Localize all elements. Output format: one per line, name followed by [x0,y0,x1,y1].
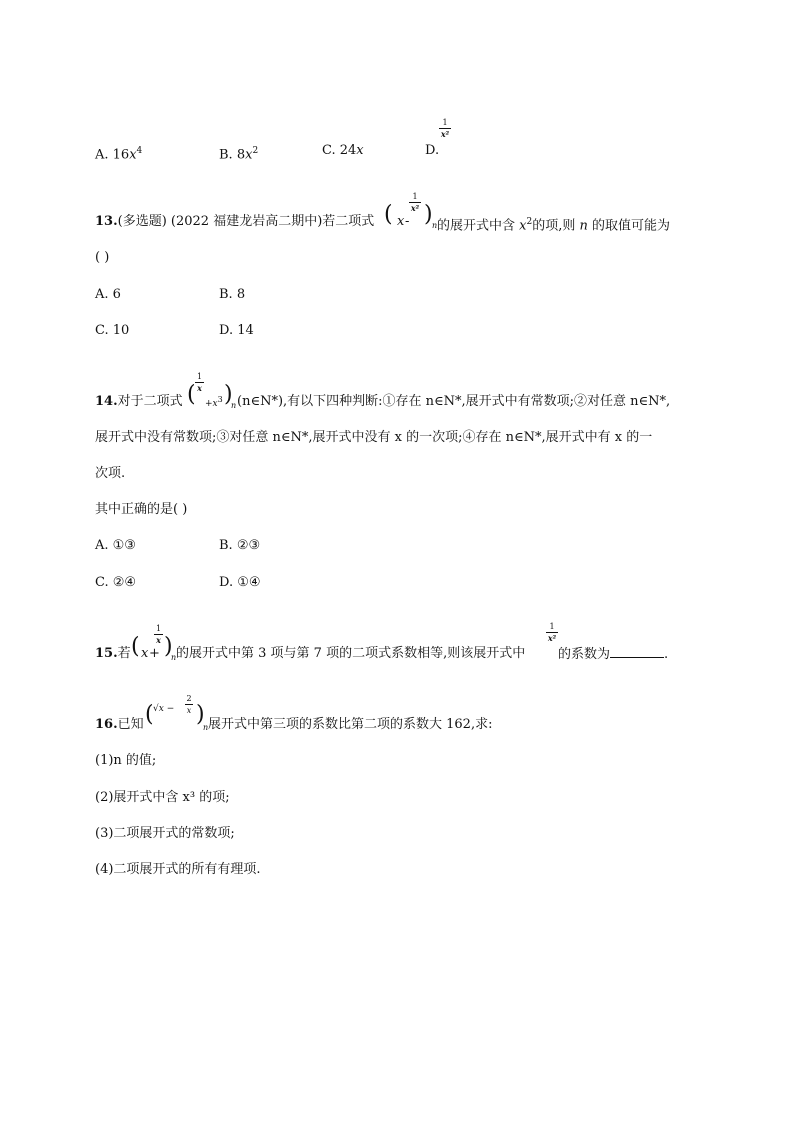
q15-plus: + [149,646,160,661]
q15-right-paren: ) [164,634,173,659]
q13-option-b: B. 8 [219,287,246,302]
q15-exp-n: n [171,653,177,662]
q15-answer-blank[interactable] [610,645,664,658]
q13-stem-tail [437,213,670,235]
q12-option-b-var: x [245,147,253,163]
q13-expr-minus: - [405,214,410,229]
q14-option-b: B. ②③ [219,538,261,553]
q15-frac-num: 1 [155,624,162,633]
q12-option-d-label: D. [425,143,440,158]
q16-stem [95,716,144,734]
q14-left-paren: ( [187,382,196,407]
q14-option-d: D. ①④ [219,575,261,590]
q12-option-b [219,142,258,164]
q12-option-d-frac-num: 1 [442,118,448,127]
q12-option-a-exp: 4 [136,146,143,156]
q16-sqrt: √x [153,704,164,714]
q12-option-d [425,142,439,160]
q13-option-c: C. 10 [95,323,130,338]
q12-option-a [95,142,142,164]
q12-option-b-label: B. 8 [219,147,246,163]
q16-prefix: 已知 [117,717,144,732]
q12-option-a-var: x [129,147,137,163]
q15-fraction [154,624,163,645]
q16-fraction [185,694,193,715]
q16-right-paren: ) [196,702,205,727]
q16-number: 16. [95,717,118,732]
q15-term-fraction [546,622,558,643]
q12-option-c [322,142,364,160]
q15-left-paren: ( [131,634,140,659]
q14-line1-tail [237,393,670,411]
q13-answer-paren: ( ) [95,250,110,265]
q15-expr-x: x [141,646,149,661]
q14-condition: (n∈N*) [237,394,284,409]
q13-option-d: D. 14 [219,323,254,338]
q13-n-var: n [579,218,588,234]
q16-part-2: (2)展开式中含 x³ 的项; [95,790,230,805]
q13-prefix: (多选题) (2022 福建龙岩高二期中)若二项式 [117,214,375,229]
q14-option-c: C. ②④ [95,575,137,590]
q12-option-d-frac-den: x² [440,129,450,139]
q14-stem [95,393,183,411]
q12-option-c-label: C. 24 [322,143,357,158]
q15-prefix: 若 [117,646,131,661]
q15-end: . [664,647,669,662]
q12-option-a-label: A. 16 [95,147,130,163]
q13-option-a: A. 6 [95,287,121,302]
q15-number: 15. [95,646,118,661]
q16-exp-n: n [203,723,209,732]
q14-exp-n: n [231,401,237,410]
q14-fraction [195,372,204,393]
q16-minus: − [166,704,175,714]
q12-option-d-fraction [439,118,451,139]
q16-part-4: (4)二项展开式的所有有理项. [95,862,261,877]
q16-left-paren: ( [145,702,154,727]
q13-frac-den: x² [410,203,420,213]
q14-number: 14. [95,394,118,409]
q14-frac-num: 1 [196,372,203,381]
q13-suffix: 的展开式中含 [437,218,516,234]
q13-term-var: x [519,218,527,234]
q14-prefix: 对于二项式 [117,394,183,409]
q13-fraction [409,192,421,213]
q13-stem [95,213,374,231]
q14-option-a: A. ①③ [95,538,136,553]
q15-tail [558,645,668,664]
q13-right-paren: ) [424,202,433,227]
q13-suffix2: 的项,则 [532,218,576,234]
q16-suffix: 展开式中第三项的系数比第二项的系数大 162,求: [208,717,493,732]
q15-term-frac-den: x² [547,633,557,643]
fraction-bar [185,704,193,705]
q13-left-paren: ( [384,202,393,227]
q14-line2: 展开式中没有常数项;③对任意 n∈N*,展开式中没有 x 的一次项;④存在 n∈N*,展开式中有 x 的一 [95,430,653,445]
q14-plus-cube [205,395,223,413]
q15-middle: 的展开式中第 3 项与第 7 项的二项式系数相等,则该展开式中 [176,646,526,661]
q14-plus: + [205,399,213,409]
q13-suffix3: 的取值可能为 [592,218,671,234]
q14-cube-var: x [212,399,218,409]
q14-right-paren: ) [224,382,233,407]
q13-exp-n: n [432,221,438,230]
q16-radical [153,700,174,718]
q16-part-1: (1)n 的值; [95,753,157,768]
q13-term-exp: 2 [526,217,533,227]
q13-frac-num: 1 [412,192,418,201]
q14-frac-den: x [197,383,202,393]
q14-line1-rest: ,有以下四种判断:①存在 n∈N*,展开式中有常数项;②对任意 n∈N*, [283,394,671,409]
q12-option-b-exp: 2 [252,146,259,156]
q14-line3: 次项. [95,466,126,481]
q12-option-c-var: x [356,143,364,158]
q14-cube-exp: 3 [217,395,223,404]
q15-term-frac-num: 1 [549,622,555,631]
q16-part-3: (3)二项展开式的常数项; [95,826,235,841]
q15-stem [95,645,131,663]
q14-line4: 其中正确的是( ) [95,502,188,517]
q13-expr-x: x [397,214,405,229]
q16-frac-num: 2 [186,694,192,703]
q15-frac-den: x [156,635,161,645]
q15-suffix: 的系数为 [558,647,611,662]
q16-frac-den: x [186,706,192,715]
q13-number: 13. [95,214,118,229]
